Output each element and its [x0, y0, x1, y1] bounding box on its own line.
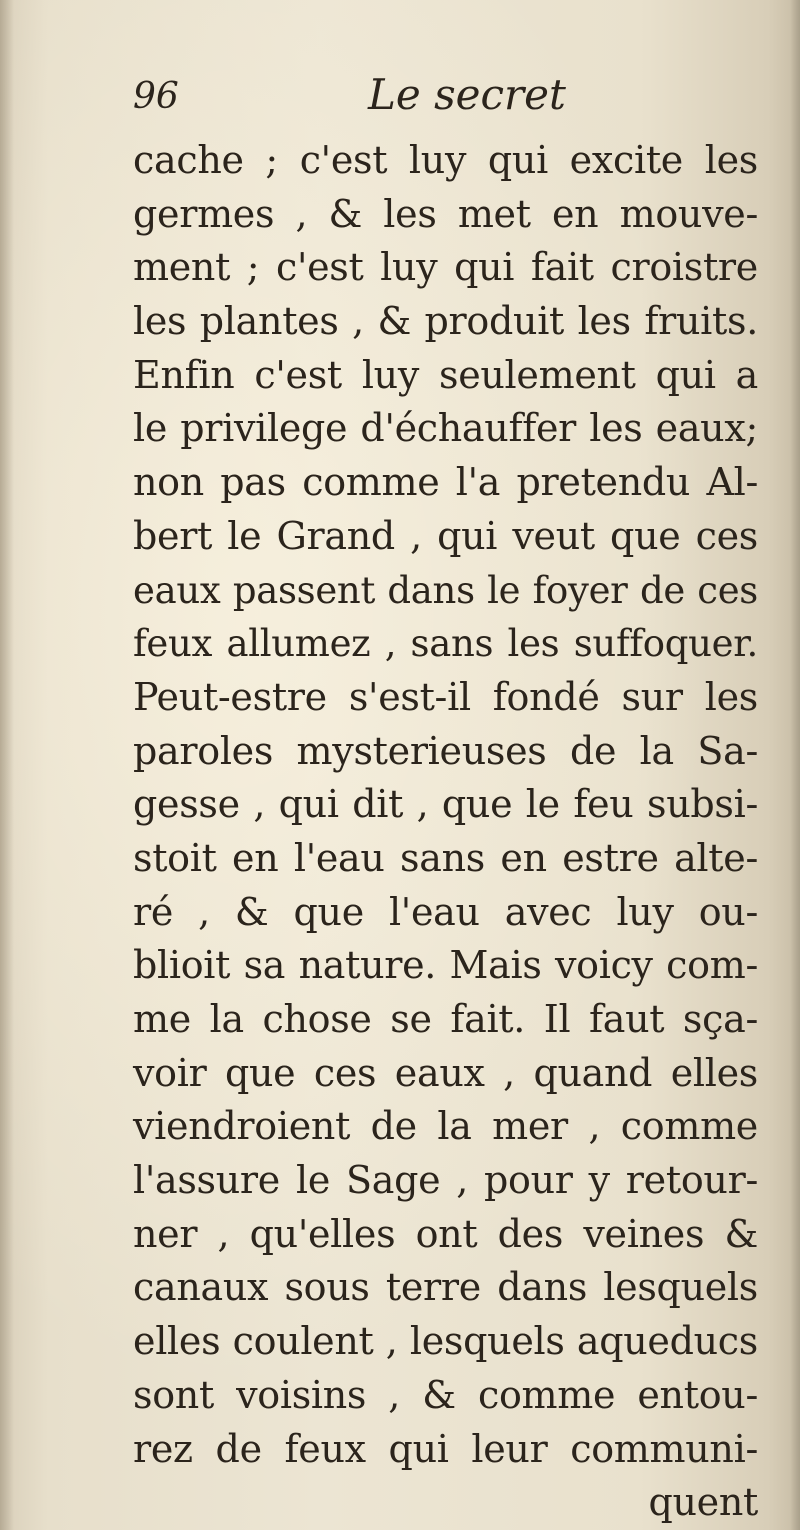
- text-line: blioit sa nature. Mais voicy com-: [133, 943, 758, 988]
- text-line: bert le Grand , qui veut que ces: [133, 513, 758, 558]
- text-line: canaux sous terre dans lesquels: [133, 1265, 758, 1310]
- text-line: le privilege d'échauffer les eaux;: [133, 406, 758, 451]
- text-line: les plantes , & produit les fruits.: [133, 299, 758, 344]
- running-title: Le secret: [368, 70, 566, 119]
- text-line: viendroient de la mer , comme: [133, 1104, 758, 1149]
- text-line: cache ; c'est luy qui excite les: [133, 138, 758, 182]
- body-text: [133, 134, 758, 1530]
- page-edge-right: [790, 0, 800, 1530]
- text-line: ner , qu'elles ont des veines &: [133, 1211, 758, 1256]
- text-line: me la chose se fait. Il faut sça-: [133, 997, 758, 1041]
- text-line: stoit en l'eau sans en estre alte-: [133, 835, 758, 880]
- page-edge-left: [0, 0, 14, 1530]
- text-line: feux allumez , sans les suffoquer.: [133, 622, 758, 666]
- text-line: rez de feux qui leur communi-: [133, 1426, 758, 1471]
- text-line: non pas comme l'a pretendu Al-: [133, 460, 758, 505]
- text-line: ment ; c'est luy qui fait croistre: [133, 245, 758, 290]
- page-number: 96: [133, 76, 179, 117]
- text-line: voir que ces eaux , quand elles: [133, 1050, 758, 1095]
- text-line: germes , & les met en mouve-: [133, 191, 758, 236]
- text-line: paroles mysterieuses de la Sa-: [133, 728, 758, 773]
- text-line: ré , & que l'eau avec luy ou-: [133, 889, 758, 934]
- text-line: gesse , qui dit , que le feu subsi-: [133, 782, 758, 827]
- text-line: elles coulent , lesquels aqueducs: [133, 1319, 758, 1364]
- running-head: [0, 70, 800, 130]
- text-line: Peut-estre s'est-il fondé sur les: [133, 674, 758, 719]
- catchword: quent: [648, 1480, 758, 1525]
- text-line: eaux passent dans le foyer de ces: [133, 568, 758, 612]
- text-line: l'assure le Sage , pour y retour-: [133, 1158, 758, 1203]
- text-line: Enfin c'est luy seulement qui a: [133, 352, 758, 397]
- text-line: sont voisins , & comme entou-: [133, 1372, 758, 1417]
